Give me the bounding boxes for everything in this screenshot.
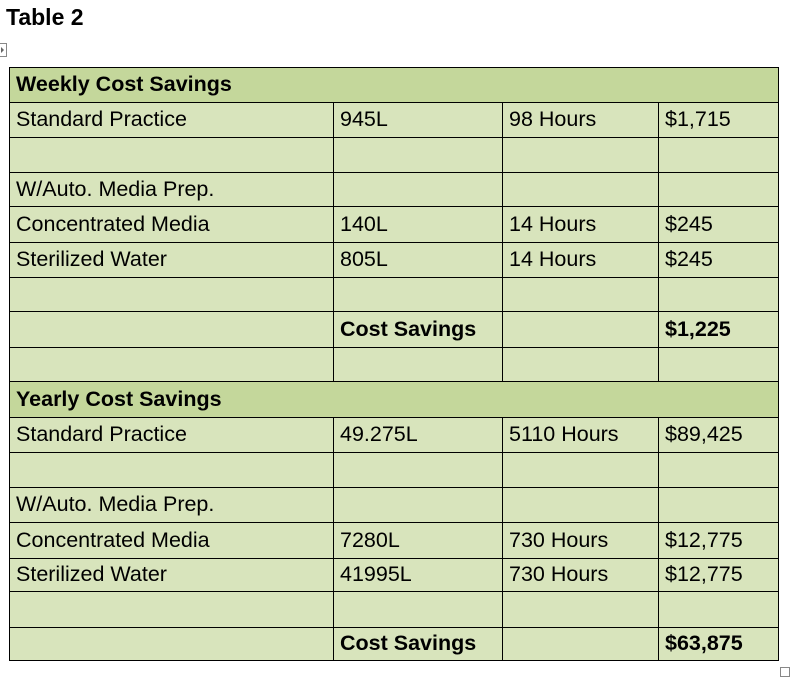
empty-cell	[10, 453, 334, 488]
table-row	[10, 138, 779, 173]
section-header-weekly: Weekly Cost Savings	[10, 68, 779, 103]
volume-cell: 41995L	[334, 559, 503, 592]
row-label: W/Auto. Media Prep.	[10, 488, 334, 523]
empty-cell	[503, 488, 659, 523]
table-row	[10, 628, 779, 661]
cost-cell: $1,715	[659, 103, 779, 138]
empty-cell	[503, 138, 659, 173]
row-label: Standard Practice	[10, 103, 334, 138]
empty-cell	[10, 628, 334, 661]
table-row	[10, 68, 779, 103]
cost-cell: $245	[659, 243, 779, 278]
row-label: Concentrated Media	[10, 207, 334, 243]
empty-cell	[503, 453, 659, 488]
hours-cell: 14 Hours	[503, 243, 659, 278]
row-label: Concentrated Media	[10, 523, 334, 559]
empty-cell	[334, 592, 503, 628]
empty-cell	[10, 138, 334, 173]
empty-cell	[503, 628, 659, 661]
empty-cell	[334, 348, 503, 382]
hours-cell: 14 Hours	[503, 207, 659, 243]
table-row	[10, 103, 779, 138]
table-row	[10, 382, 779, 418]
table-row	[10, 278, 779, 312]
table-row	[10, 488, 779, 523]
empty-cell	[503, 173, 659, 207]
section-header-yearly: Yearly Cost Savings	[10, 382, 779, 418]
empty-cell	[10, 592, 334, 628]
volume-cell: 49.275L	[334, 418, 503, 453]
empty-cell	[334, 488, 503, 523]
hours-cell: 730 Hours	[503, 559, 659, 592]
hours-cell: 5110 Hours	[503, 418, 659, 453]
table-move-handle[interactable]	[0, 43, 7, 57]
empty-cell	[659, 592, 779, 628]
table-row	[10, 207, 779, 243]
cost-savings-total: $1,225	[659, 312, 779, 348]
hours-cell: 730 Hours	[503, 523, 659, 559]
table-row	[10, 348, 779, 382]
empty-cell	[503, 312, 659, 348]
cost-cell: $89,425	[659, 418, 779, 453]
empty-cell	[503, 278, 659, 312]
table-row	[10, 523, 779, 559]
table-caption: Table 2	[6, 4, 84, 30]
volume-cell: 945L	[334, 103, 503, 138]
empty-cell	[10, 348, 334, 382]
table-row	[10, 312, 779, 348]
empty-cell	[659, 138, 779, 173]
row-label: Standard Practice	[10, 418, 334, 453]
cost-savings-total: $63,875	[659, 628, 779, 661]
cost-cell: $245	[659, 207, 779, 243]
cost-savings-label: Cost Savings	[334, 312, 503, 348]
empty-cell	[659, 453, 779, 488]
empty-cell	[10, 312, 334, 348]
empty-cell	[659, 173, 779, 207]
row-label: Sterilized Water	[10, 243, 334, 278]
table-row	[10, 243, 779, 278]
row-label: Sterilized Water	[10, 559, 334, 592]
row-label: W/Auto. Media Prep.	[10, 173, 334, 207]
empty-cell	[334, 138, 503, 173]
empty-cell	[503, 348, 659, 382]
cost-savings-table	[9, 67, 779, 661]
table-row	[10, 453, 779, 488]
volume-cell: 140L	[334, 207, 503, 243]
cost-savings-label: Cost Savings	[334, 628, 503, 661]
table-row	[10, 592, 779, 628]
cost-cell: $12,775	[659, 523, 779, 559]
volume-cell: 805L	[334, 243, 503, 278]
cost-cell: $12,775	[659, 559, 779, 592]
table-row	[10, 418, 779, 453]
empty-cell	[659, 278, 779, 312]
table-row	[10, 173, 779, 207]
empty-cell	[659, 488, 779, 523]
empty-cell	[334, 173, 503, 207]
volume-cell: 7280L	[334, 523, 503, 559]
table-row	[10, 559, 779, 592]
empty-cell	[334, 453, 503, 488]
empty-cell	[334, 278, 503, 312]
hours-cell: 98 Hours	[503, 103, 659, 138]
empty-cell	[10, 278, 334, 312]
table-resize-handle[interactable]	[780, 667, 790, 677]
empty-cell	[503, 592, 659, 628]
empty-cell	[659, 348, 779, 382]
